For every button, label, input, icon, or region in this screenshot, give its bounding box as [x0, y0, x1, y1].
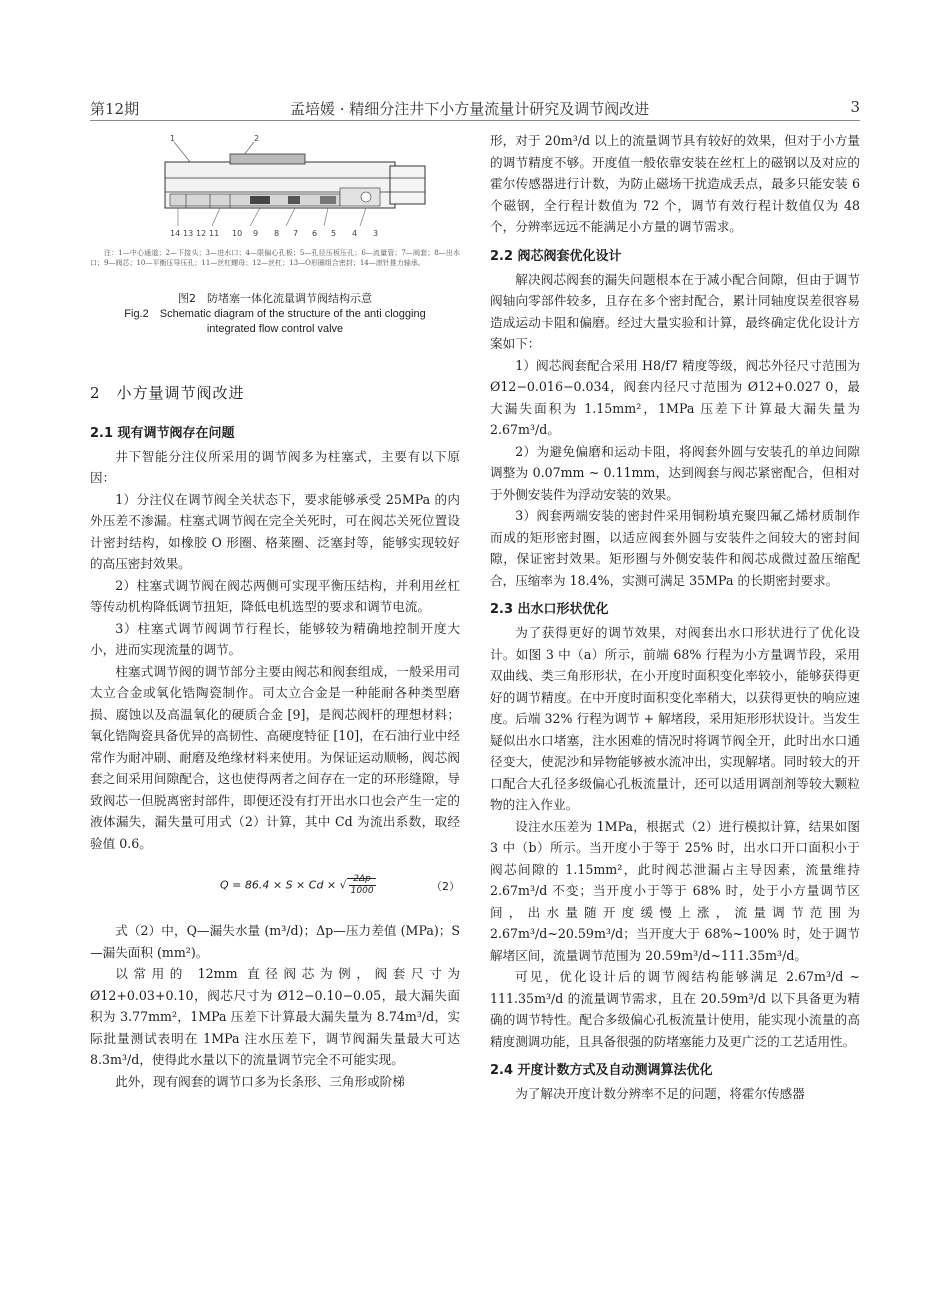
equation-formula: Q = 86.4 × S × Cd × √ $\frac{2\Delta p}{1000}$ [220, 874, 374, 896]
equation-2 [90, 862, 460, 912]
paragraph: 井下智能分注仪所采用的调节阀多为柱塞式，主要有以下原因： [90, 448, 460, 485]
paragraph: 式（2）中，Q—漏失水量 (m³/d)；Δp—压力差值 (MPa)；S—漏失面积 (mm²)。 [90, 923, 460, 960]
equation-number: （2） [431, 880, 460, 893]
callout-13: 13 [183, 229, 194, 238]
paragraph: 形，对于 20m³/d 以上的流量调节具有较好的效果，但对于小方量的调节精度不够。开度值一般依靠安装在丝杠上的磁钢以及对应的霍尔传感器进行计数，为防止磁场干扰造成丢点，最多只能安装 6 个磁钢，全行程计数值为 72 个，调节有效行程计数值仅为 48 个，分辨率远远不能满足小方量的调节需求。 [490, 133, 860, 234]
issue-number: 第12期 [90, 100, 140, 118]
callout-4: 4 [352, 229, 358, 238]
paragraph: 1）分注仪在调节阀全关状态下，要求能够承受 25MPa 的内外压差不渗漏。柱塞式调节阀在完全关死时，可在阀芯关死位置设计密封结构，如橡胶 O 形圈、格莱圈、泛塞封等，能够实现较好的高压密封效果。 [90, 491, 460, 571]
section-2-heading: 2 小方量调节阀改进 [90, 384, 245, 402]
running-title: 孟培媛 · 精细分注井下小方量流量计研究及调节阀改进 [290, 100, 650, 118]
paragraph: 为了获得更好的调节效果，对阀套出水口形状进行了优化设计。如图 3 中（a）所示，前端 68% 行程为小方量调节段，采用双曲线、类三角形形状，在小开度时面积变化率较小，能够获得更好的调节精度。在中开度时面积变化率稍大，以获得更快的响应速度。后端 32% 行程为调节 + 解堵段，采用矩形形状设计。当发生疑似出水口堵塞，注水困难的情况时将调节阀全开，此时出水口通径变大，使泥沙和异物能够被水流冲出，实现解堵。同时较大的开口配合大孔径多级偏心孔板流量计，还可以适用调剖剂等较大颗粒物的注入作业。 [490, 625, 860, 812]
paragraph: 为了解决开度计数分辨率不足的问题，将霍尔传感器 [515, 1086, 805, 1101]
valve-schematic-drawing [90, 130, 460, 248]
figure-caption-en-line1: Fig.2 Schematic diagram of the structure of the anti clogging [124, 308, 426, 320]
callout-14: 14 [170, 229, 181, 238]
section-2-2-heading: 2.2 阀芯阀套优化设计 [490, 248, 622, 264]
paragraph: 柱塞式调节阀的调节部分主要由阀芯和阀套组成，一般采用司太立合金或氧化锆陶瓷制作。司太立合金是一种能耐各种类型磨损、腐蚀以及高温氧化的硬质合金 [9]，是阀芯阀杆的理想材料；氧化锆陶瓷具备优异的高韧性、高硬度特征 [10]，在石油行业中经常作为耐冲刷、耐磨及绝缘材料来使用。为保证运动顺畅，阀芯阀套之间采用间隙配合，这也使得两者之间存在一定的环形缝隙，导致阀芯一但脱离密封部件，即便还没有打开出水口也会产生一定的液体漏失，漏失量可用式（2）计算，其中 Cd 为流出系数，取经验值 0.6。 [90, 663, 460, 851]
paragraph: 设注水压差为 1MPa，根据式（2）进行模拟计算，结果如图 3 中（b）所示。当开度小于等于 25% 时，出水口开口面积小于阀芯间隙的 1.15mm²，此时阀芯泄漏占主导因素，流量维持 2.67m³/d 不变；当开度小于等于 68% 时，处于小方量调节区间，出水量随开度缓慢上涨，流量调节范围为 2.67m³/d~20.59m³/d；当开度大于 68%~100% 时，处于调节解堵区间，流量调节范围为 20.59m³/d~111.35m³/d。 [490, 818, 860, 963]
paragraph: 2）柱塞式调节阀在阀芯两侧可实现平衡压结构，并利用丝杠等传动机构降低调节扭矩，降低电机选型的要求和调节电流。 [90, 577, 460, 614]
running-header [90, 98, 860, 121]
equation-lhs: Q = 86.4 × S × Cd × [220, 878, 337, 892]
figure-caption-en-line2: integrated flow control valve [206, 323, 344, 335]
callout-5: 5 [331, 229, 337, 238]
page-number: 3 [850, 98, 860, 116]
callout-3: 3 [373, 229, 379, 238]
section-2-3-heading: 2.3 出水口形状优化 [490, 602, 609, 617]
callout-1: 1 [170, 134, 176, 143]
paragraph: 3）阀套两端安装的密封件采用铜粉填充聚四氟乙烯材质制作而成的矩形密封圈，以适应阀套外圆与安装件之间较大的密封间隙，保证密封效果。矩形圈与外侧安装件和阀芯成微过盈压缩配合，压缩率为 18.4%，实测可满足 35MPa 的长期密封要求。 [490, 508, 860, 588]
callout-10: 10 [232, 229, 243, 238]
paragraph: 此外，现有阀套的调节口多为长条形、三角形或阶梯 [115, 1073, 405, 1089]
callout-7: 7 [293, 229, 299, 238]
paragraph: 解决阀芯阀套的漏失问题根本在于减小配合间隙，但由于调节阀轴向零部件较多，且存在多个密封配合，累计同轴度误差很容易造成运动卡阻和偏磨。经过大量实验和计算，最终确定优化设计方案如下： [490, 271, 860, 351]
paragraph: 1）阀芯阀套配合采用 H8/f7 精度等级，阀芯外径尺寸范围为 Ø12−0.016−0.034，阀套内径尺寸范围为 Ø12+0.027 0，最大漏失面积为 1.15mm²，1MPa 压差下计算最大漏失量为 2.67m³/d。 [490, 357, 860, 437]
equation-numerator: 2Δp [349, 874, 376, 886]
callout-11: 11 [209, 229, 220, 238]
equation-denominator: 1000 [350, 886, 374, 896]
callout-12: 12 [196, 229, 207, 238]
paragraph: 3）柱塞式调节阀调节行程长，能够较为精确地控制开度大小，进而实现流量的调节。 [90, 620, 460, 657]
callout-8: 8 [274, 229, 280, 238]
figure-caption-cn: 图2 防堵塞一体化流量调节阀结构示意 [178, 292, 372, 305]
figure-2 [90, 130, 460, 285]
section-2-1-heading: 2.1 现有调节阀存在问题 [90, 425, 235, 441]
callout-6: 6 [312, 229, 318, 238]
left-column [90, 130, 460, 1092]
callout-2: 2 [254, 134, 260, 143]
figure-note: 注：1—中心通道；2—下接头；3—进水口；4—限偏心孔板；5—孔径压板压孔；6—流量管；7—阀套；8—出水口；9—阀芯；10—平衡压导压孔；11—丝杠螺母；12—丝杠；13—O形圈组合密封；14—滚针推力轴承。 [90, 249, 460, 267]
paragraph: 可见，优化设计后的调节阀结构能够满足 2.67m³/d ~ 111.35m³/d 的流量调节需求，且在 20.59m³/d 以下具备更为精确的调节特性。配合多级偏心孔板流量计使用，能实现小流量的高精度测调功能，且具备很强的防堵塞能力及更广泛的工艺适用性。 [490, 969, 860, 1049]
paragraph: 以常用的 12mm 直径阀芯为例，阀套尺寸为 Ø12+0.03+0.10，阀芯尺寸为 Ø12−0.10−0.05，最大漏失面积为 3.77mm²，1MPa 压差下计算最大漏失量为 8.74m³/d，实际批量测试表明在 1MPa 注水压差下，调节阀漏失量最大可达 8.3m³/d，使得此水量以下的流量调节完全不可能实现。 [90, 966, 460, 1067]
right-column [490, 130, 860, 1105]
section-2-4-heading: 2.4 开度计数方式及自动测调算法优化 [490, 1063, 713, 1078]
paragraph: 2）为避免偏磨和运动卡阻，将阀套外圆与安装孔的单边间隙调整为 0.07mm ~ 0.11mm，达到阀套与阀芯紧密配合，但相对于外侧安装件为浮动安装的效果。 [490, 443, 860, 502]
callout-9: 9 [253, 229, 259, 238]
